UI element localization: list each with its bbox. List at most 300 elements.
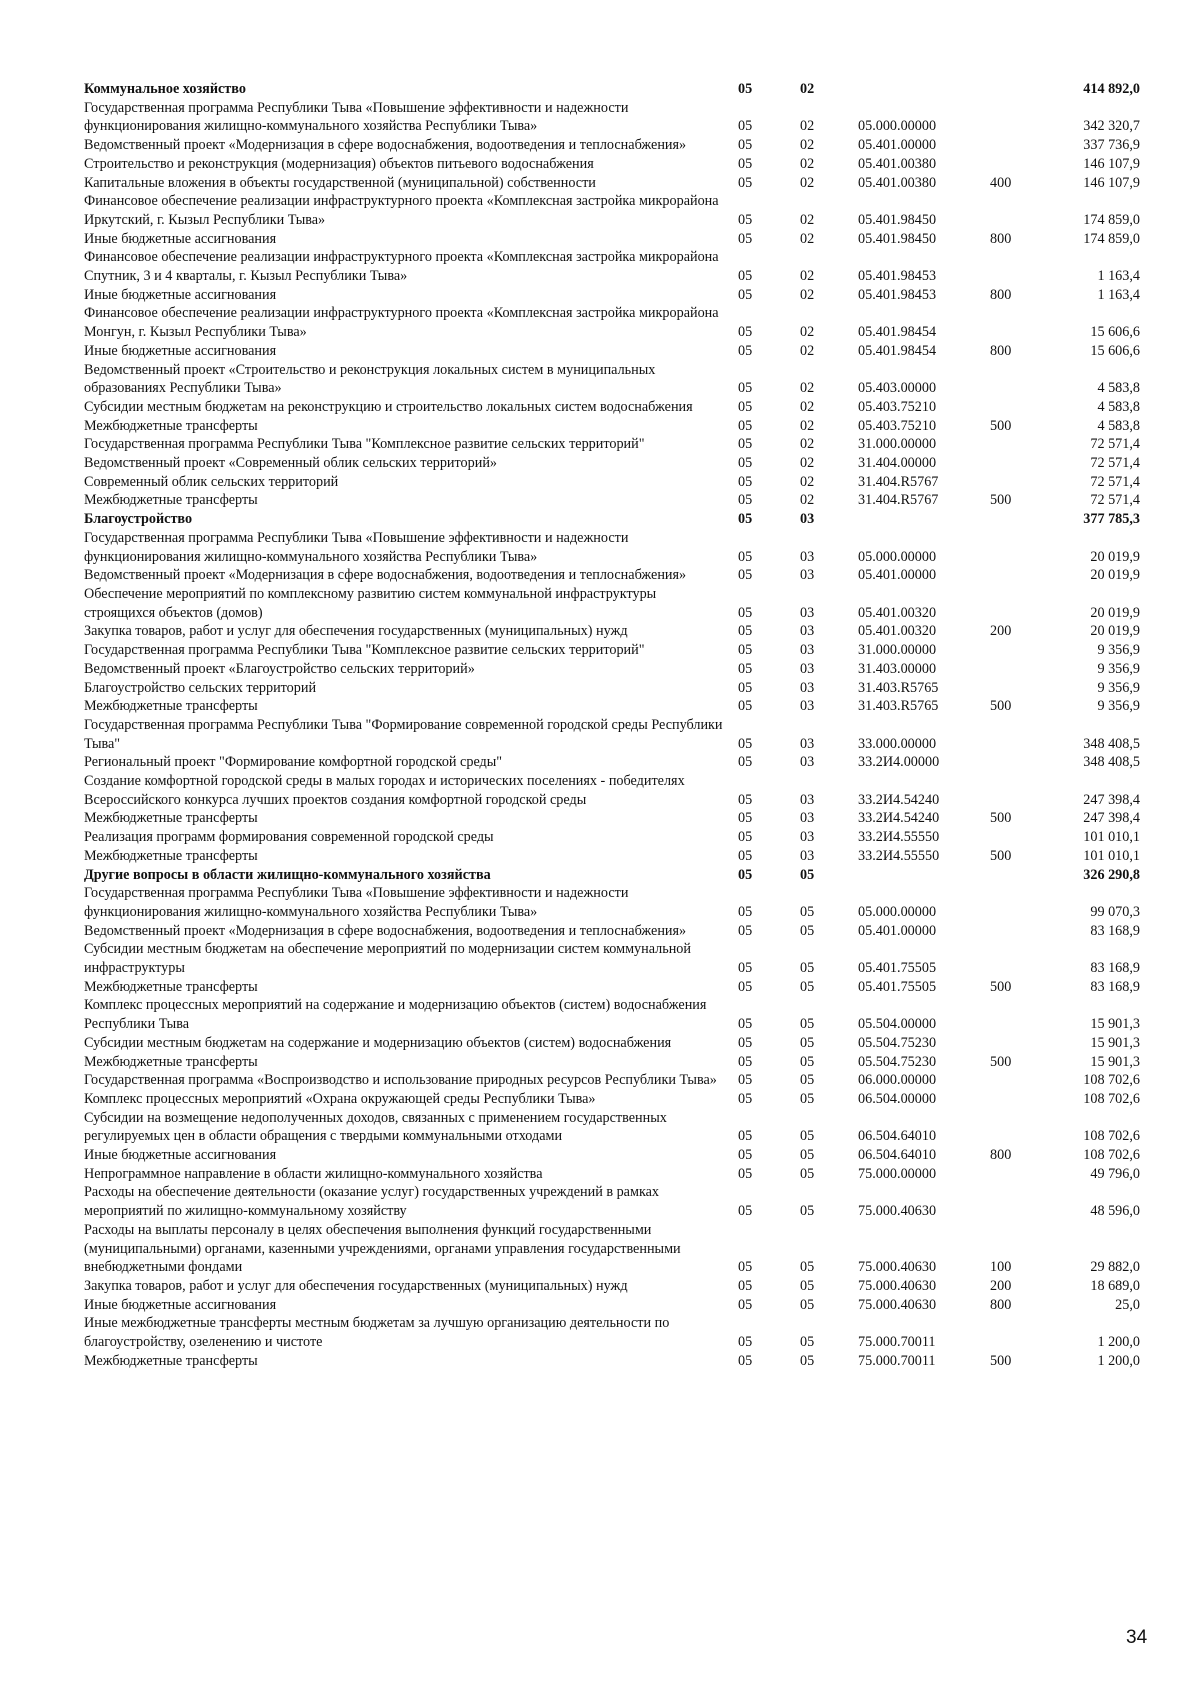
row-subsection-code: 02 (800, 324, 815, 341)
row-target-article-code: 31.000.00000 (858, 436, 937, 453)
row-expense-type-code (982, 585, 1056, 622)
row-target-article-code (854, 80, 982, 99)
row-amount: 377 785,3 (1083, 511, 1140, 528)
row-target-article-code: 05.401.00380 (858, 155, 937, 172)
budget-table (84, 80, 1140, 1371)
row-name: Государственная программа Республики Тыва "Комплексное развитие сельских территорий" (84, 642, 645, 659)
row-name: Межбюджетные трансферты (84, 847, 258, 864)
row-name: Субсидии на возмещение недополученных доходов, связанных с применением государственных регулируемых цен в области обращения с твердыми коммунальными отходами (84, 1109, 667, 1145)
row-target-article-code (854, 866, 982, 885)
row-target-article-code: 05.401.98453 (858, 268, 937, 285)
row-name: Межбюджетные трансферты (84, 1053, 258, 1070)
row-target-article-code: 75.000.40630 (858, 1259, 937, 1276)
row-section-code: 05 (738, 1278, 753, 1294)
table-row (84, 847, 1140, 866)
row-section-code: 05 (738, 922, 753, 939)
row-amount: 348 408,5 (1083, 735, 1140, 752)
row-amount: 174 859,0 (1083, 230, 1140, 247)
table-row (84, 922, 1140, 941)
row-expense-type-code (982, 80, 1056, 99)
row-target-article-code: 05.401.98453 (858, 286, 937, 303)
row-target-article-code: 05.401.00320 (858, 623, 937, 640)
row-name: Финансовое обеспечение реализации инфраструктурного проекта «Комплексная застройка микрорайона Иркутский, г. Кызыл Республики Тыва» (84, 193, 719, 228)
table-row (84, 286, 1140, 305)
row-amount: 108 702,6 (1083, 1072, 1140, 1089)
row-name: Иные бюджетные ассигнования (84, 230, 277, 247)
row-expense-type-code (982, 510, 1056, 529)
row-name: Иные бюджетные ассигнования (84, 286, 277, 303)
row-section-code: 05 (738, 137, 753, 154)
row-name: Государственная программа Республики Тыва "Комплексное развитие сельских территорий" (84, 436, 645, 453)
row-amount: 146 107,9 (1083, 155, 1140, 172)
row-subsection-code: 03 (800, 604, 815, 621)
row-section-code: 05 (738, 754, 753, 771)
row-expense-type-code (982, 99, 1056, 136)
row-amount: 9 356,9 (1097, 679, 1140, 696)
row-section-code: 05 (738, 1128, 753, 1145)
row-target-article-code: 05.401.00380 (858, 174, 937, 191)
table-row (84, 99, 1140, 136)
table-row (84, 155, 1140, 174)
row-expense-type-code (982, 716, 1056, 753)
row-expense-type-code (982, 884, 1056, 921)
row-section-code: 05 (738, 268, 753, 285)
row-target-article-code: 05.000.00000 (858, 548, 937, 565)
row-target-article-code: 31.404.00000 (858, 455, 937, 472)
row-section-code: 05 (738, 511, 753, 528)
row-subsection-code: 02 (800, 137, 815, 154)
row-expense-type-code: 200 (990, 1278, 1012, 1294)
row-amount: 1 163,4 (1097, 268, 1140, 285)
row-amount: 83 168,9 (1090, 960, 1140, 977)
row-section-code: 05 (738, 398, 753, 415)
table-row (84, 304, 1140, 341)
table-row (84, 192, 1140, 229)
row-expense-type-code (982, 1183, 1056, 1220)
row-subsection-code: 05 (800, 1259, 815, 1276)
row-subsection-code: 05 (800, 1016, 815, 1033)
row-subsection-code: 05 (800, 1352, 815, 1369)
row-target-article-code: 75.000.40630 (858, 1203, 937, 1220)
table-row (84, 342, 1140, 361)
row-section-code: 05 (738, 1334, 753, 1351)
row-amount: 20 019,9 (1090, 604, 1140, 621)
row-name: Ведомственный проект «Модернизация в сфере водоснабжения, водоотведения и теплоснабжения» (84, 922, 687, 939)
table-row (84, 679, 1140, 698)
row-section-code: 05 (738, 960, 753, 977)
table-row (84, 697, 1140, 716)
row-subsection-code: 03 (800, 642, 815, 659)
row-expense-type-code (982, 1034, 1056, 1053)
row-expense-type-code (982, 866, 1056, 885)
row-section-code: 05 (738, 1053, 753, 1070)
row-subsection-code: 05 (800, 1203, 815, 1220)
row-name: Государственная программа «Воспроизводство и использование природных ресурсов Республики Тыва» (84, 1072, 717, 1089)
section-row (84, 80, 1140, 99)
row-expense-type-code: 500 (990, 417, 1012, 434)
row-expense-type-code: 500 (990, 1053, 1012, 1070)
table-row (84, 529, 1140, 566)
row-section-code: 05 (738, 698, 753, 715)
table-row (84, 454, 1140, 473)
row-name: Финансовое обеспечение реализации инфраструктурного проекта «Комплексная застройка микрорайона Спутник, 3 и 4 кварталы, г. Кызыл Республики Тыва» (84, 249, 719, 285)
row-expense-type-code (982, 753, 1056, 772)
row-expense-type-code (982, 435, 1056, 454)
row-subsection-code: 03 (800, 829, 815, 846)
row-section-code: 05 (738, 1352, 753, 1369)
row-name: Обеспечение мероприятий по комплексному развитию систем коммунальной инфраструктуры строящихся объектов (домов) (84, 585, 657, 621)
row-subsection-code: 05 (800, 1072, 815, 1089)
table-row (84, 1221, 1140, 1277)
row-subsection-code: 03 (800, 567, 815, 584)
row-target-article-code: 05.000.00000 (858, 903, 937, 920)
row-subsection-code: 05 (800, 960, 815, 977)
row-name: Комплекс процессных мероприятий «Охрана окружающей среды Республики Тыва» (84, 1090, 596, 1107)
row-expense-type-code (982, 1165, 1056, 1184)
row-expense-type-code (982, 1109, 1056, 1146)
row-amount: 4 583,8 (1097, 417, 1140, 434)
row-target-article-code: 33.2И4.54240 (858, 810, 940, 827)
row-subsection-code: 03 (800, 698, 815, 715)
row-name: Современный облик сельских территорий (84, 473, 339, 490)
row-name: Субсидии местным бюджетам на реконструкцию и строительство локальных систем водоснабжения (84, 398, 693, 415)
table-row (84, 1296, 1140, 1315)
row-amount: 108 702,6 (1083, 1147, 1140, 1164)
row-section-code: 05 (738, 548, 753, 565)
row-name: Строительство и реконструкция (модернизация) объектов питьевого водоснабжения (84, 155, 594, 172)
row-section-code: 05 (738, 642, 753, 659)
row-section-code: 05 (738, 492, 753, 509)
row-expense-type-code (982, 136, 1056, 155)
row-target-article-code: 05.403.00000 (858, 380, 937, 397)
row-amount: 101 010,1 (1083, 847, 1140, 864)
table-row (84, 641, 1140, 660)
row-amount: 9 356,9 (1097, 660, 1140, 677)
row-expense-type-code (982, 566, 1056, 585)
row-name: Субсидии местным бюджетам на обеспечение мероприятий по модернизации систем коммунальной инфраструктуры (84, 941, 691, 977)
row-section-code: 05 (738, 1203, 753, 1220)
row-name: Закупка товаров, работ и услуг для обеспечения государственных (муниципальных) нужд (84, 623, 628, 640)
row-target-article-code: 06.504.00000 (858, 1090, 937, 1107)
table-row (84, 1314, 1140, 1351)
row-name: Расходы на обеспечение деятельности (оказание услуг) государственных учреждений в рамках мероприятий по жилищно-коммунальному хозяйству (84, 1184, 660, 1220)
table-row (84, 473, 1140, 492)
row-section-code: 05 (738, 436, 753, 453)
row-subsection-code: 05 (800, 1034, 815, 1051)
row-target-article-code: 33.2И4.54240 (858, 791, 940, 808)
table-row (84, 230, 1140, 249)
row-name: Иные бюджетные ассигнования (84, 342, 277, 359)
row-subsection-code: 05 (800, 978, 815, 995)
row-target-article-code: 75.000.70011 (858, 1352, 936, 1369)
row-name: Капитальные вложения в объекты государственной (муниципальной) собственности (84, 174, 596, 191)
row-target-article-code: 05.401.98454 (858, 342, 937, 359)
row-amount: 48 596,0 (1090, 1203, 1140, 1220)
row-expense-type-code (982, 772, 1056, 809)
row-target-article-code: 05.401.00000 (858, 137, 937, 154)
row-name: Межбюджетные трансферты (84, 1352, 258, 1369)
row-subsection-code: 05 (800, 903, 815, 920)
row-subsection-code: 05 (800, 922, 815, 939)
row-subsection-code: 02 (800, 155, 815, 172)
table-row (84, 136, 1140, 155)
row-section-code: 05 (738, 1090, 753, 1107)
table-row (84, 940, 1140, 977)
row-target-article-code: 75.000.40630 (858, 1278, 937, 1294)
row-subsection-code: 02 (800, 492, 815, 509)
table-row (84, 716, 1140, 753)
row-expense-type-code: 200 (990, 623, 1012, 640)
table-row (84, 491, 1140, 510)
row-target-article-code: 05.401.00000 (858, 922, 937, 939)
row-target-article-code (854, 510, 982, 529)
row-name: Благоустройство сельских территорий (84, 679, 317, 696)
row-name: Другие вопросы в области жилищно-коммунального хозяйства (84, 866, 491, 883)
row-target-article-code: 31.404.R5767 (858, 473, 939, 490)
table-row (84, 398, 1140, 417)
row-amount: 15 606,6 (1090, 324, 1140, 341)
row-target-article-code: 75.000.00000 (858, 1165, 937, 1182)
row-name: Государственная программа Республики Тыва «Повышение эффективности и надежности функционирования жилищно-коммунального хозяйства Республики Тыва» (84, 529, 629, 565)
row-name: Благоустройство (84, 511, 193, 528)
row-target-article-code: 05.401.98454 (858, 324, 937, 341)
row-amount: 337 736,9 (1083, 137, 1140, 154)
row-amount: 72 571,4 (1090, 492, 1140, 509)
row-subsection-code: 03 (800, 810, 815, 827)
row-amount: 1 200,0 (1097, 1334, 1140, 1351)
row-name: Реализация программ формирования современной городской среды (84, 829, 494, 846)
row-target-article-code: 05.504.75230 (858, 1034, 937, 1051)
row-amount: 108 702,6 (1083, 1090, 1140, 1107)
row-subsection-code: 02 (800, 455, 815, 472)
row-target-article-code: 33.2И4.55550 (858, 847, 940, 864)
row-subsection-code: 05 (800, 866, 815, 883)
row-amount: 247 398,4 (1083, 810, 1140, 827)
table-row (84, 978, 1140, 997)
table-row (84, 1109, 1140, 1146)
row-section-code: 05 (738, 230, 753, 247)
row-expense-type-code: 500 (990, 847, 1012, 864)
row-name: Непрограммное направление в области жилищно-коммунального хозяйства (84, 1165, 543, 1182)
row-target-article-code: 05.403.75210 (858, 398, 937, 415)
row-amount: 29 882,0 (1090, 1259, 1140, 1276)
row-amount: 72 571,4 (1090, 473, 1140, 490)
row-section-code: 05 (738, 211, 753, 228)
row-amount: 1 200,0 (1097, 1352, 1140, 1369)
row-name: Ведомственный проект «Модернизация в сфере водоснабжения, водоотведения и теплоснабжения» (84, 567, 687, 584)
row-name: Расходы на выплаты персоналу в целях обеспечения выполнения функций государственными (муниципальными) органами, казенными учреждениями, органами управления государственными внебюджетными фондами (84, 1221, 681, 1276)
row-subsection-code: 03 (800, 847, 815, 864)
row-section-code: 05 (738, 866, 753, 883)
row-section-code: 05 (738, 342, 753, 359)
row-target-article-code: 05.401.98450 (858, 230, 937, 247)
row-section-code: 05 (738, 847, 753, 864)
row-expense-type-code: 500 (990, 1352, 1012, 1369)
row-name: Межбюджетные трансферты (84, 417, 258, 434)
row-expense-type-code (982, 454, 1056, 473)
row-subsection-code: 05 (800, 1128, 815, 1145)
row-name: Государственная программа Республики Тыва "Формирование современной городской среды Республики Тыва" (84, 716, 723, 752)
budget-table-body (84, 80, 1140, 1371)
row-amount: 99 070,3 (1090, 903, 1140, 920)
table-row (84, 435, 1140, 454)
row-name: Комплекс процессных мероприятий на содержание и модернизацию объектов (систем) водоснабжения Республики Тыва (84, 997, 707, 1033)
row-expense-type-code: 500 (990, 698, 1012, 715)
row-target-article-code: 05.401.75505 (858, 978, 937, 995)
row-amount: 83 168,9 (1090, 922, 1140, 939)
row-expense-type-code (982, 1090, 1056, 1109)
row-section-code: 05 (738, 567, 753, 584)
row-subsection-code: 05 (800, 1165, 815, 1182)
row-amount: 101 010,1 (1083, 829, 1140, 846)
row-target-article-code: 05.504.75230 (858, 1053, 937, 1070)
row-subsection-code: 03 (800, 679, 815, 696)
row-section-code: 05 (738, 174, 753, 191)
row-name: Субсидии местным бюджетам на содержание и модернизацию объектов (систем) водоснабжения (84, 1034, 672, 1051)
row-section-code: 05 (738, 155, 753, 172)
table-row (84, 996, 1140, 1033)
row-expense-type-code (982, 473, 1056, 492)
row-target-article-code: 31.403.00000 (858, 660, 937, 677)
row-subsection-code: 02 (800, 398, 815, 415)
row-target-article-code: 05.401.00320 (858, 604, 937, 621)
row-expense-type-code (982, 828, 1056, 847)
table-row (84, 248, 1140, 285)
row-name: Иные бюджетные ассигнования (84, 1296, 277, 1313)
row-subsection-code: 05 (800, 1334, 815, 1351)
row-target-article-code: 05.401.75505 (858, 960, 937, 977)
row-section-code: 05 (738, 660, 753, 677)
row-subsection-code: 03 (800, 754, 815, 771)
row-expense-type-code: 500 (990, 978, 1012, 995)
row-section-code: 05 (738, 735, 753, 752)
row-expense-type-code (982, 155, 1056, 174)
row-expense-type-code (982, 192, 1056, 229)
row-expense-type-code (982, 940, 1056, 977)
row-amount: 83 168,9 (1090, 978, 1140, 995)
row-subsection-code: 02 (800, 473, 815, 490)
row-expense-type-code: 500 (990, 810, 1012, 827)
table-row (84, 828, 1140, 847)
row-amount: 18 689,0 (1090, 1278, 1140, 1294)
row-section-code: 05 (738, 1165, 753, 1182)
row-expense-type-code: 800 (990, 230, 1012, 247)
row-target-article-code: 31.000.00000 (858, 642, 937, 659)
row-section-code: 05 (738, 417, 753, 434)
row-target-article-code: 05.000.00000 (858, 118, 937, 135)
row-name: Коммунальное хозяйство (84, 81, 246, 97)
row-section-code: 05 (738, 623, 753, 640)
row-name: Закупка товаров, работ и услуг для обеспечения государственных (муниципальных) нужд (84, 1278, 628, 1294)
row-section-code: 05 (738, 473, 753, 490)
row-expense-type-code: 100 (990, 1259, 1012, 1276)
table-row (84, 622, 1140, 641)
row-amount: 20 019,9 (1090, 548, 1140, 565)
row-amount: 326 290,8 (1083, 866, 1140, 883)
row-target-article-code: 31.403.R5765 (858, 679, 939, 696)
row-subsection-code: 03 (800, 660, 815, 677)
row-section-code: 05 (738, 455, 753, 472)
row-section-code: 05 (738, 324, 753, 341)
row-subsection-code: 02 (800, 118, 815, 135)
row-amount: 4 583,8 (1097, 398, 1140, 415)
row-subsection-code: 02 (800, 342, 815, 359)
row-section-code: 05 (738, 118, 753, 135)
row-amount: 414 892,0 (1083, 81, 1140, 97)
row-name: Ведомственный проект «Современный облик сельских территорий» (84, 455, 498, 472)
row-subsection-code: 05 (800, 1278, 815, 1294)
row-name: Государственная программа Республики Тыва «Повышение эффективности и надежности функционирования жилищно-коммунального хозяйства Республики Тыва» (84, 885, 629, 920)
row-section-code: 05 (738, 1034, 753, 1051)
row-name: Государственная программа Республики Тыва «Повышение эффективности и надежности функционирования жилищно-коммунального хозяйства Республики Тыва» (84, 99, 629, 135)
row-expense-type-code (982, 1071, 1056, 1090)
table-row (84, 1071, 1140, 1090)
row-subsection-code: 05 (800, 1090, 815, 1107)
row-target-article-code: 05.401.00000 (858, 567, 937, 584)
row-name: Межбюджетные трансферты (84, 978, 258, 995)
row-subsection-code: 03 (800, 735, 815, 752)
row-subsection-code: 03 (800, 548, 815, 565)
row-section-code: 05 (738, 604, 753, 621)
section-row (84, 510, 1140, 529)
row-section-code: 05 (738, 810, 753, 827)
row-subsection-code: 02 (800, 436, 815, 453)
row-section-code: 05 (738, 81, 753, 97)
row-subsection-code: 02 (800, 380, 815, 397)
row-expense-type-code (982, 641, 1056, 660)
row-target-article-code: 31.403.R5765 (858, 698, 939, 715)
row-target-article-code: 05.401.98450 (858, 211, 937, 228)
row-expense-type-code (982, 248, 1056, 285)
row-target-article-code: 06.504.64010 (858, 1147, 937, 1164)
row-target-article-code: 06.000.00000 (858, 1072, 937, 1089)
table-row (84, 660, 1140, 679)
row-expense-type-code: 400 (990, 174, 1012, 191)
row-section-code: 05 (738, 1072, 753, 1089)
row-section-code: 05 (738, 978, 753, 995)
row-name: Ведомственный проект «Строительство и реконструкция локальных систем в муниципальных образованиях Республики Тыва» (84, 361, 656, 397)
table-row (84, 1146, 1140, 1165)
row-section-code: 05 (738, 679, 753, 696)
row-expense-type-code (982, 922, 1056, 941)
row-expense-type-code (982, 398, 1056, 417)
row-amount: 342 320,7 (1083, 118, 1140, 135)
table-row (84, 585, 1140, 622)
row-target-article-code: 33.2И4.55550 (858, 829, 940, 846)
row-subsection-code: 02 (800, 230, 815, 247)
row-section-code: 05 (738, 1016, 753, 1033)
table-row (84, 772, 1140, 809)
row-subsection-code: 03 (800, 791, 815, 808)
row-subsection-code: 02 (800, 268, 815, 285)
row-expense-type-code: 800 (990, 1296, 1012, 1313)
row-target-article-code: 05.504.00000 (858, 1016, 937, 1033)
row-expense-type-code: 800 (990, 1147, 1012, 1164)
row-name: Межбюджетные трансферты (84, 698, 258, 715)
table-row (84, 1352, 1140, 1371)
row-target-article-code: 05.403.75210 (858, 417, 937, 434)
row-expense-type-code (982, 304, 1056, 341)
row-subsection-code: 05 (800, 1053, 815, 1070)
row-subsection-code: 02 (800, 417, 815, 434)
row-amount: 25,0 (1115, 1296, 1140, 1313)
page-number: 34 (1126, 1627, 1148, 1648)
row-name: Иные межбюджетные трансферты местным бюджетам за лучшую организацию деятельности по благоустройству, озеленению и чистоте (84, 1315, 670, 1351)
row-section-code: 05 (738, 1296, 753, 1313)
row-name: Межбюджетные трансферты (84, 492, 258, 509)
row-expense-type-code (982, 1314, 1056, 1351)
row-amount: 4 583,8 (1097, 380, 1140, 397)
